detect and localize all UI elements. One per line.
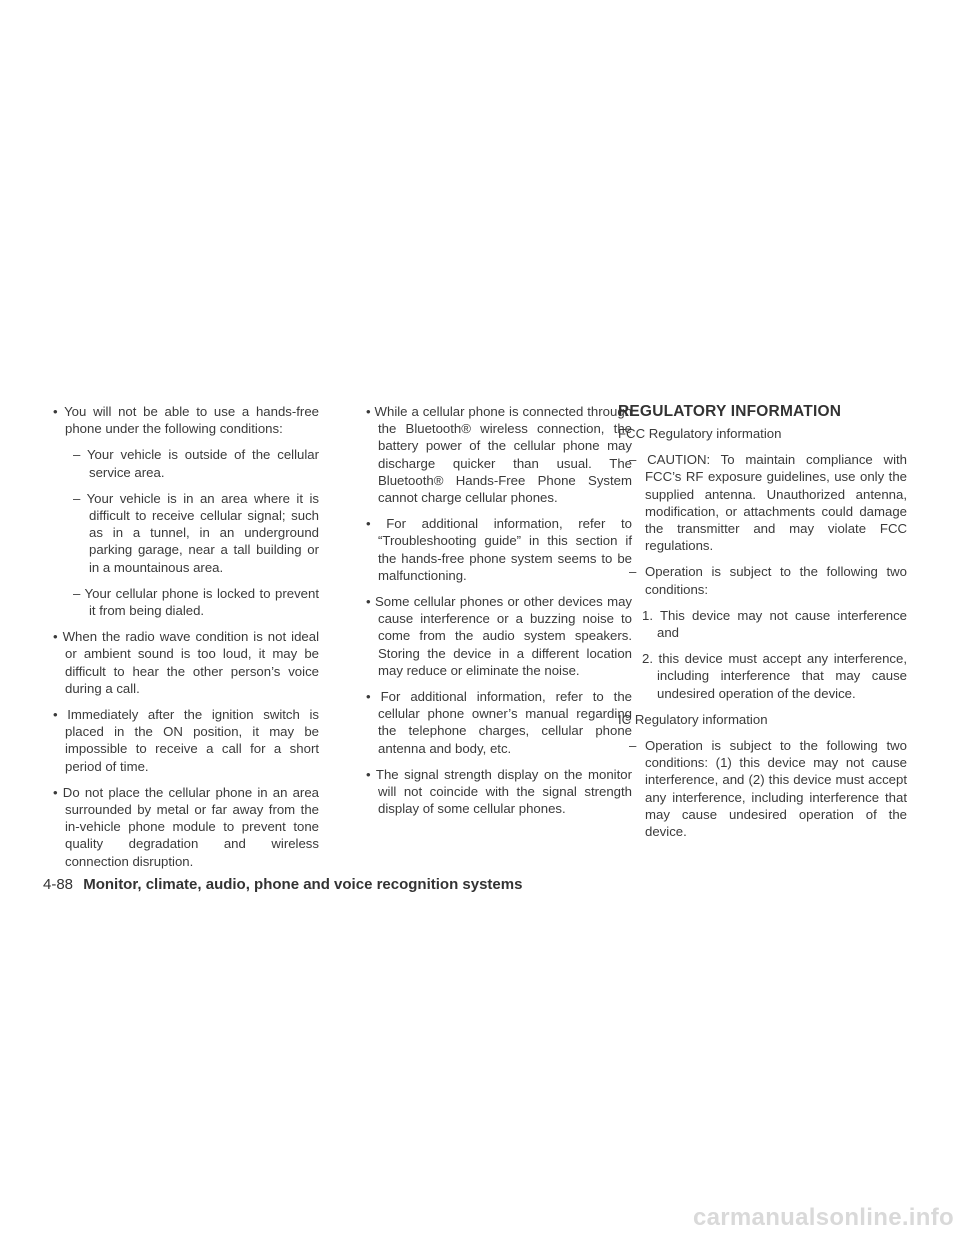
list-item: • You will not be able to use a hands-free phone under the following conditions: <box>53 404 319 437</box>
sub-list-item: – CAUTION: To maintain compliance with FCC’s RF exposure guidelines, use only the supplied antenna. Unauthorized antenna, modification, or attachments could damage the transmitter and may violate FCC regulations. <box>629 452 907 554</box>
page-number: 4-88 <box>43 876 74 893</box>
list-item: • For additional information, refer to “Troubleshooting guide” in this section if the hands-free phone system seems to be malfunctioning. <box>366 516 632 583</box>
subsection-title-ic: IC Regulatory information <box>618 711 768 727</box>
column-left <box>43 403 319 879</box>
page-footer <box>43 876 522 893</box>
column-middle <box>356 403 632 826</box>
list-item: • When the radio wave condition is not ideal or ambient sound is too loud, it may be difficult to hear the other person’s voice during a call. <box>53 629 319 696</box>
list-item: • While a cellular phone is connected through the Bluetooth® wireless connection, the battery power of the cellular phone may discharge quicker than usual. The Bluetooth® Hands-Free Phone System cannot charge cellular phones. <box>366 404 632 506</box>
sub-list-item: – Your cellular phone is locked to prevent it from being dialed. <box>73 585 319 619</box>
section-heading: REGULATORY INFORMATION <box>618 403 842 420</box>
sub-list-item: – Operation is subject to the following two conditions: (1) this device may not cause interference, and (2) this device must accept any interference, including interference that may cause undesired operation of the device. <box>629 738 907 840</box>
sub-list-item: – Your vehicle is in an area where it is difficult to receive cellular signal; such as in a tunnel, in an underground parking garage, near a tall building or in a mountainous area. <box>73 490 319 575</box>
list-item: • Some cellular phones or other devices may cause interference or a buzzing noise to come from the audio system speakers. Storing the device in a different location may reduce or eliminate the noise. <box>366 594 632 678</box>
numbered-item: 1. This device may not cause interference and <box>642 607 907 641</box>
section-footer-title: Monitor, climate, audio, phone and voice recognition systems <box>83 876 523 893</box>
list-item: • Immediately after the ignition switch is placed in the ON position, it may be impossible to receive a call for a short period of time. <box>53 707 319 774</box>
list-item: • Do not place the cellular phone in an area surrounded by metal or far away from the in-vehicle phone module to prevent tone quality degradation and wireless connection disruption. <box>53 784 319 869</box>
sub-list-item: – Your vehicle is outside of the cellular service area. <box>73 447 319 480</box>
sub-list-item: – Operation is subject to the following two conditions: <box>629 564 907 597</box>
numbered-item: 2. this device must accept any interference, including interference that may cause undesired operation of the device. <box>642 651 907 701</box>
column-right <box>618 403 907 849</box>
watermark: carmanualsonline.info <box>692 1204 954 1231</box>
list-item: • For additional information, refer to the cellular phone owner’s manual regarding the telephone charges, cellular phone antenna and body, etc. <box>366 689 632 756</box>
list-item: • The signal strength display on the monitor will not coincide with the signal strength display of some cellular phones. <box>366 766 632 817</box>
subsection-title-fcc: FCC Regulatory information <box>618 426 782 441</box>
